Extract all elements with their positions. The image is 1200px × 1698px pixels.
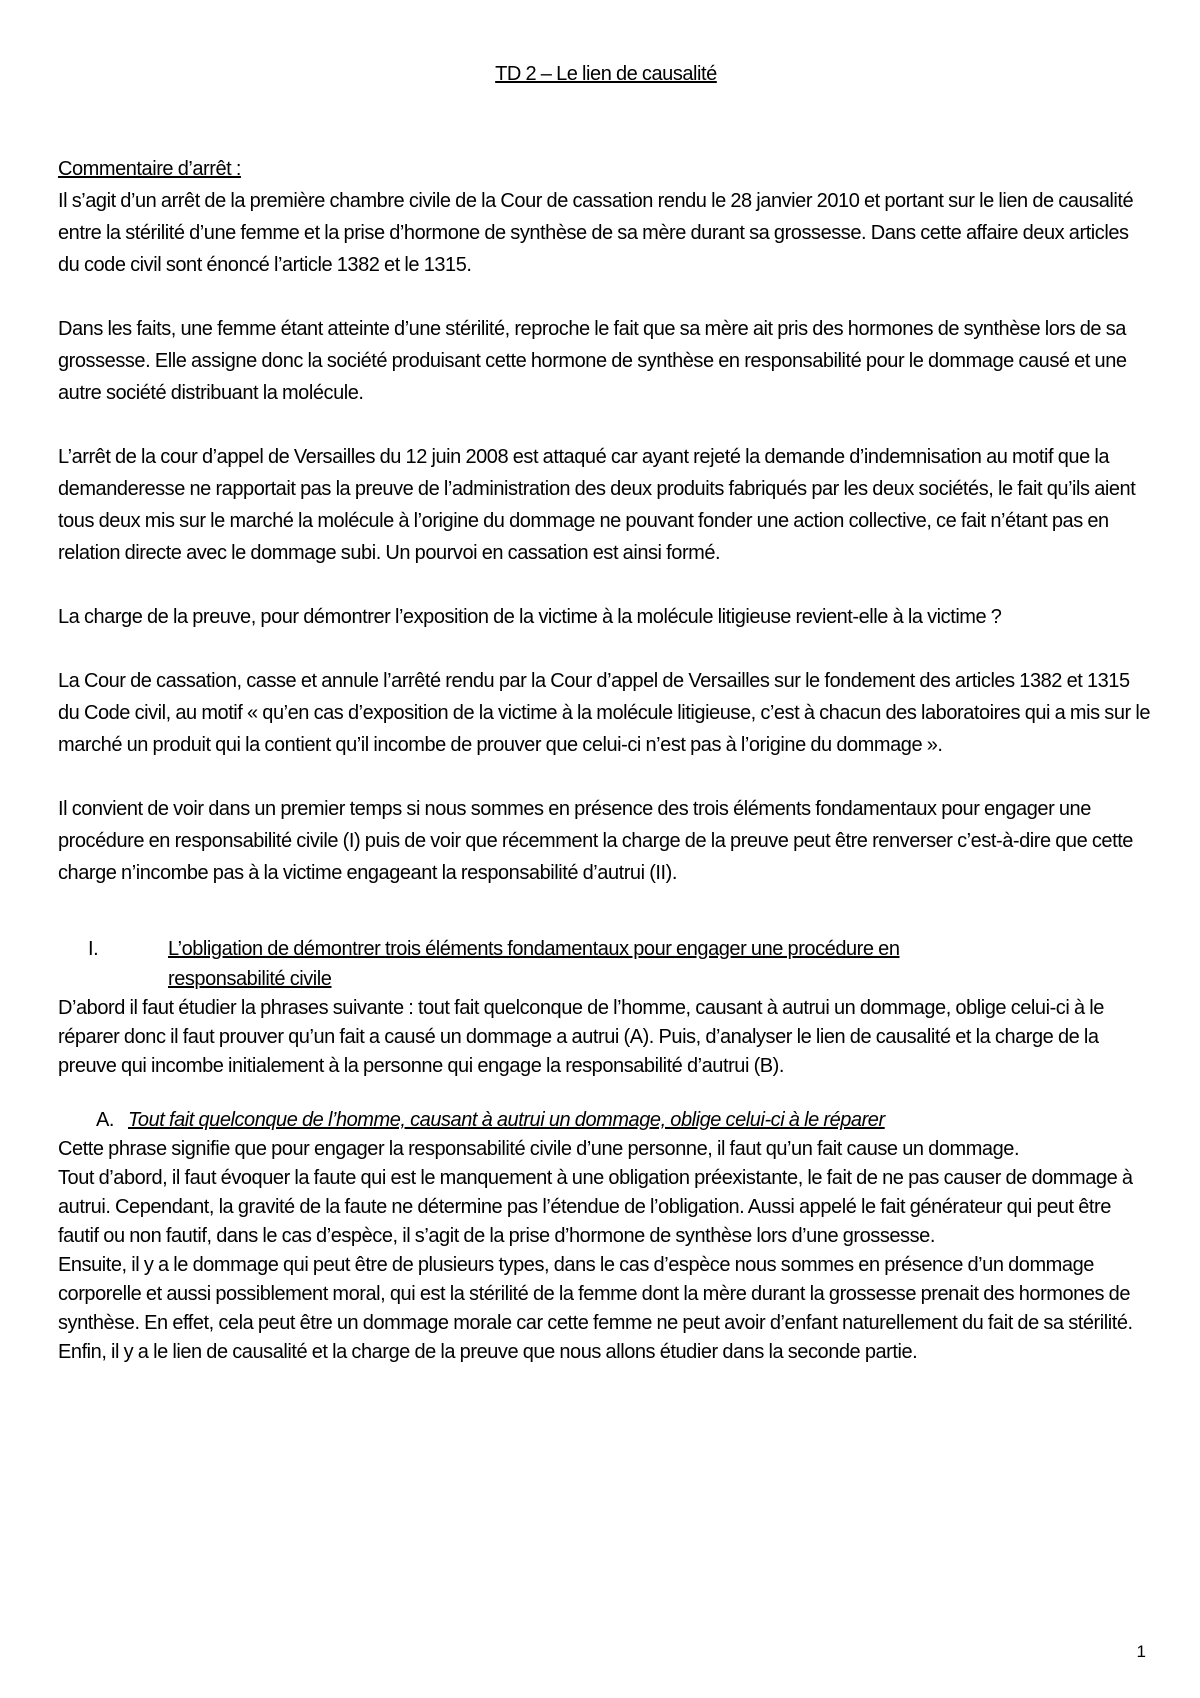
part-one-heading bbox=[58, 934, 1154, 994]
document-body bbox=[58, 58, 1154, 1367]
page-number: 1 bbox=[1136, 1642, 1146, 1661]
intro-paragraph-6: Il convient de voir dans un premier temps si nous sommes en présence des trois éléments fondamentaux pour engager une procédure en responsabilité civile (I) puis de voir que récemment la charge de la preuve peut être renverser c’est-à-dire que cette charge n’incombe pas à la victime engageant la responsabilité d’autrui (II). bbox=[58, 798, 1133, 884]
spacer bbox=[58, 889, 1154, 934]
intro-paragraph-1: Il s’agit d’un arrêt de la première chambre civile de la Cour de cassation rendu le 28 janvier 2010 et portant sur le lien de causalité entre la stérilité d’une femme et la prise d’hormone de synthèse de sa mère durant sa grossesse. Dans cette affaire deux articles du code civil sont énoncé l’article 1382 et le 1315. bbox=[58, 190, 1134, 276]
subsection-a-line-4: Enfin, il y a le lien de causalité et la charge de la preuve que nous allons étudier dans la seconde partie. bbox=[58, 1341, 918, 1363]
subsection-a-line-1: Cette phrase signifie que pour engager la responsabilité civile d’une personne, il faut qu’un fait cause un dommage. bbox=[58, 1138, 1020, 1160]
intro-paragraph-4: La charge de la preuve, pour démontrer l’exposition de la victime à la molécule litigieuse revient-elle à la victime ? bbox=[58, 606, 1002, 628]
part-one-title: L’obligation de démontrer trois éléments fondamentaux pour engager une procédure en responsabilité civile bbox=[168, 938, 900, 990]
intro-paragraph-3: L’arrêt de la cour d’appel de Versailles du 12 juin 2008 est attaqué car ayant rejeté la demande d’indemnisation au motif que la demanderesse ne rapportait pas la preuve de l’administration des deux produits fabriqués par les deux sociétés, le fait qu’ils aient tous deux mis sur le marché la molécule à l’origine du dommage ne pouvant fonder une action collective, ce fait n’étant pas en relation directe avec le dommage subi. Un pourvoi en cassation est ainsi formé. bbox=[58, 446, 1136, 564]
document-title: TD 2 – Le lien de causalité bbox=[495, 63, 717, 85]
subsection-a-line-2: Tout d’abord, il faut évoquer la faute qui est le manquement à une obligation préexistante, le fait de ne pas causer de dommage à autrui. Cependant, la gravité de la faute ne détermine pas l’étendue de l’obligation. Aussi appelé le fait générateur qui peut être fautif ou non fautif, dans le cas d’espèce, il s’agit de la prise d’hormone de synthèse lors d’une grossesse. bbox=[58, 1167, 1133, 1247]
subsection-a-number: A. bbox=[96, 1109, 114, 1131]
subsection-a-heading bbox=[58, 1105, 1154, 1135]
section-label: Commentaire d’arrêt : bbox=[58, 158, 241, 180]
part-one-number: I. bbox=[88, 938, 99, 960]
subsection-a-title: Tout fait quelconque de l’homme, causant à autrui un dommage, oblige celui-ci à le réparer bbox=[128, 1109, 885, 1131]
part-one-paragraph: D’abord il faut étudier la phrases suivante : tout fait quelconque de l’homme, causant à autrui un dommage, oblige celui-ci à le réparer donc il faut prouver qu’un fait a causé un dommage a autrui (A). Puis, d’analyser le lien de causalité et la charge de la preuve qui incombe initialement à la personne qui engage la responsabilité d’autrui (B). bbox=[58, 997, 1104, 1077]
subsection-a-line-3: Ensuite, il y a le dommage qui peut être de plusieurs types, dans le cas d’espèce nous sommes en présence d’un dommage corporelle et aussi possiblement moral, qui est la stérilité de la femme dont la mère durant la grossesse prenait des hormones de synthèse. En effet, cela peut être un dommage morale car cette femme ne peut avoir d’enfant naturellement du fait de sa stérilité. bbox=[58, 1254, 1133, 1334]
intro-paragraph-2: Dans les faits, une femme étant atteinte d’une stérilité, reproche le fait que sa mère ait pris des hormones de synthèse lors de sa grossesse. Elle assigne donc la société produisant cette hormone de synthèse en responsabilité pour le dommage causé et une autre société distribuant la molécule. bbox=[58, 318, 1127, 404]
intro-paragraph-5: La Cour de cassation, casse et annule l’arrêté rendu par la Cour d’appel de Versailles sur le fondement des articles 1382 et 1315 du Code civil, au motif « qu’en cas d’exposition de la victime à la molécule litigieuse, c’est à chacun des laboratoires qui a mis sur le marché un produit qui la contient qu’il incombe de prouver que celui-ci n’est pas à l’origine du dommage ». bbox=[58, 670, 1151, 756]
